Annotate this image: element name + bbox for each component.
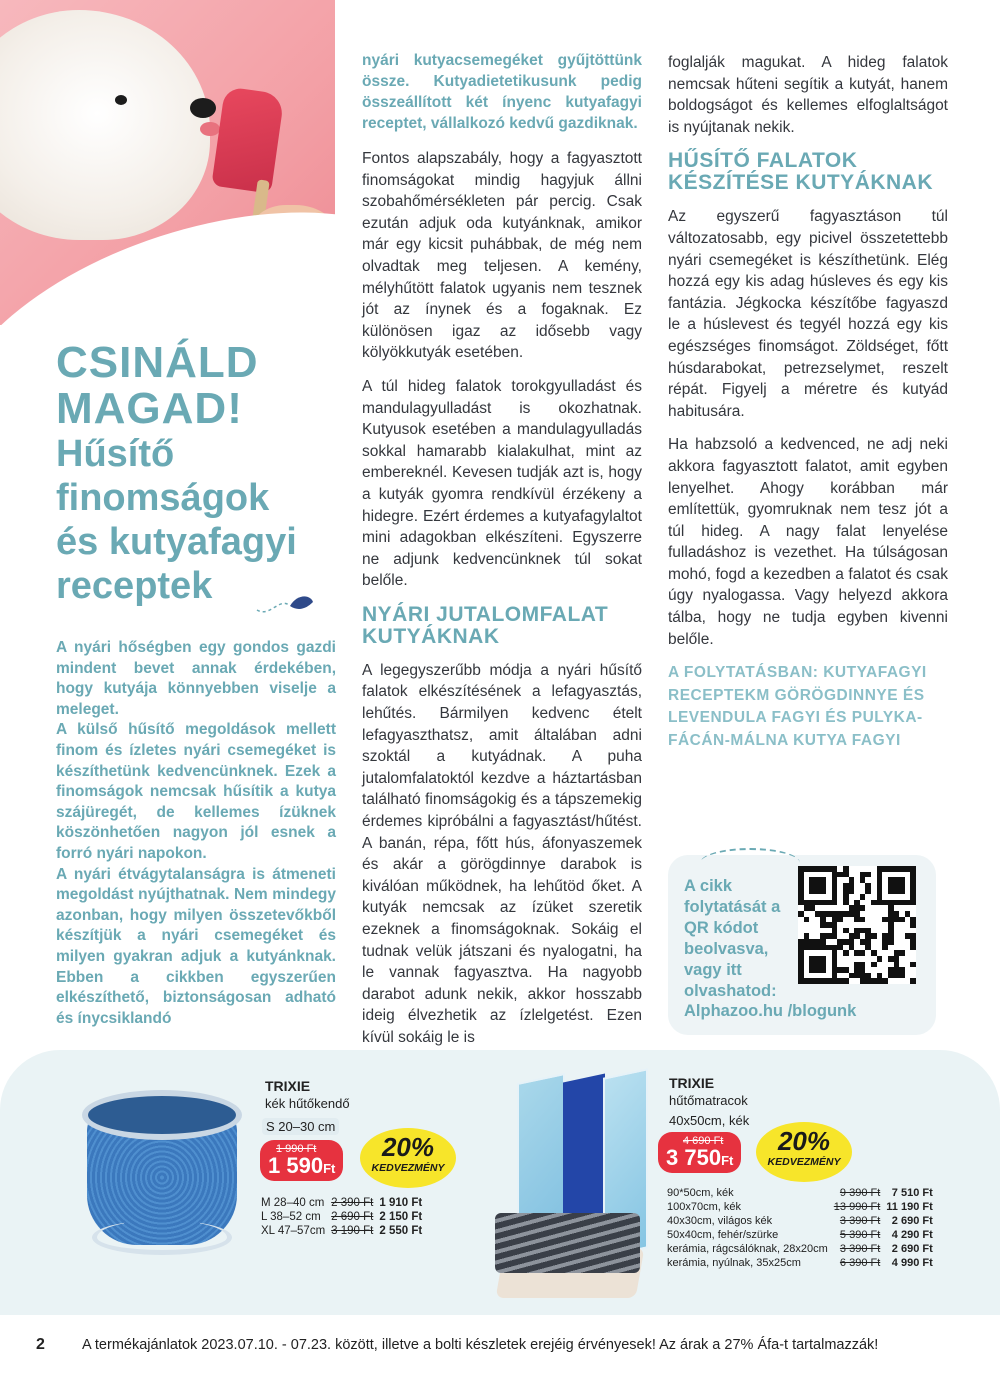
variant-row [664,1186,936,1200]
variant-row [664,1200,936,1214]
dog-tongue [200,122,220,136]
price-currency: Ft [323,1161,336,1176]
mat-grey-stripe [495,1213,640,1273]
variant-old-price: 3 390 Ft [839,1215,881,1227]
cooling-mats-image [495,1068,655,1308]
price-value: 1 590 [268,1153,324,1178]
variant-new-price: 1 910 Ft [379,1197,423,1209]
variant-new-price: 4 990 Ft [891,1257,933,1269]
qr-code[interactable] [798,866,916,984]
variant-size: 100x70cm, kék [667,1201,741,1213]
body-paragraph: Az egyszerű fagyasztáson túl változatosabb, egy picivel összetettebb nyári csemegéket is készíthetünk. Elég hozzá egy kis adag húsleves és egy kis fantázia. Jégkocka készítőbe fagyaszd le a húslevest és tegyél hozzá egy kis egészséges finomságot. Zöldséget, főtt húsdarabokat, petrezselymet, reszelt répát. Figyelj a méretre és kutyád habitusára. [668,208,948,420]
discount-label: KEDVEZMÉNY [767,1156,841,1168]
hero-photo [0,0,335,325]
discount-percent: 20% [381,1132,435,1162]
discount-percent: 20% [777,1126,831,1156]
variant-size: kerámia, rágcsálóknak, 28x20cm [667,1243,828,1255]
variant-row [664,1228,936,1242]
price-currency: Ft [721,1153,734,1168]
variant-size: L 38–52 cm [261,1211,321,1223]
headline-line: MAGAD! [56,384,243,433]
variant-size: 90*50cm, kék [667,1187,734,1199]
variant-row [258,1196,425,1210]
variant-price-table [258,1196,425,1238]
headline-line: receptek [56,565,213,607]
variant-size: 50x40cm, fehér/szürke [667,1229,779,1241]
product-size: S 20–30 cm [262,1118,339,1135]
variant-row [258,1210,425,1224]
continuation-note: A FOLYTATÁSBAN: KUTYAFAGYI RECEPTEKM GÖRÖGDINNYE ÉS LEVENDULA FAGYI ÉS PULYKA-FÁCÁN-MÁLNA KUTYA FAGYI [668,664,927,749]
variant-old-price: 5 390 Ft [839,1229,881,1241]
qr-module [910,978,916,984]
product-name: hűtőmatracok [669,1093,748,1108]
dog-nose [190,98,216,118]
variant-size: M 28–40 cm [261,1197,325,1209]
variant-price-table [664,1186,936,1270]
variant-old-price: 2 390 Ft [331,1197,374,1209]
variant-new-price: 2 550 Ft [379,1225,423,1237]
blog-link[interactable]: Alphazoo.hu /blogunk [684,1002,857,1020]
product-brand: TRIXIE [265,1078,311,1094]
article-column-2 [362,50,642,1061]
variant-new-price: 2 690 Ft [891,1215,933,1227]
variant-size: XL 47–57cm [261,1225,326,1237]
legal-footer: A termékajánlatok 2023.07.10. - 07.23. között, illetve a bolti készletek erejéig érvényesek! Az árak a 27% Áfa-t tartalmazzák! [82,1337,879,1353]
variant-new-price: 4 290 Ft [891,1229,933,1241]
intro-paragraph: nyári kutyacsemegéket gyűjtöttünk össze. Kutyadietetikusunk pedig összeállított két ínyenc kutyafagyi receptet, vállalkozó kedvű gazdiknak. [362,52,642,132]
lead-paragraph: A nyári étvágytalanságra is átmeneti megoldást nyújthatnak. Nem mindegy azonban, hogy milyen összetevőkből készítjük a nyári csemegéket és milyen gyakran adjuk a kutyánknak. Ebben a cikkben egyszerűen elkészíthető, biztonságosan adható és ínycsiklandó [56,865,336,1027]
variant-old-price: 3 390 Ft [839,1243,881,1255]
dog-eye [115,95,127,105]
headline-line: CSINÁLD [56,338,259,387]
variant-row [664,1256,936,1270]
headline-line: Hűsítő [56,433,175,475]
article-headline [56,340,346,608]
headline-line: és kutyafagyi [56,521,297,563]
price-value: 3 750 [666,1145,722,1170]
old-price: 1 990 Ft [276,1143,317,1155]
body-paragraph: A legegyszerűbb módja a nyári hűsítő falatok elkészítésének a lefagyasztás, lehűtés. Bármilyen kedvenc ételt lefagyaszthatsz, amit általában adni szoktál a kutyádnak. A puha jutalomfalatoktól kezdve a háztartásban található finomságokig és a tápszemekig érdemes kipróbálni a fagyasztást/hűtést. A banán, répa, főtt hús, áfonyaszemek és akár a görögdinnye darabok is kiválóan működnek, ha lehűtöd őket. A kutyák nemcsak az ízüket szeretik ezeknek a finomságoknak. Sokáig el tudnak velük játszani és nyalogatni, ha le vannak fagyasztva. Ha nagyobb darabot adunk nekik, akkor hosszabb ideig élvezhetik az ízlelgetést. Ezen kívül sokáig le is [362,661,642,1046]
variant-row [664,1242,936,1256]
discount-badge [360,1128,456,1188]
body-paragraph: Fontos alapszabály, hogy a fagyasztott finomságokat mindig hagyjuk állni szobahőmérsékleten pár percig. Csak ezután adjuk oda kutyánknak, amikor már egy kicsit puhábbak, de még nem olvadtak meg teljesen. A kemény, mélyhűtött falatok ugyanis nem tesznek jót az ínynek és a fogaknak. Ez különösen igaz az idősebb vagy kölyökkutyák esetében. [362,150,642,362]
body-paragraph: foglalják magukat. A hideg falatok nemcsak hűteni segítik a kutyát, hanem boldogságot és kellemes elfoglaltságot is nyújtanak nekik. [668,54,948,136]
article-column-3 [668,52,948,752]
lead-paragraph: A külső hűsítő megoldások mellett finom és ízletes nyári csemegéket is készíthetünk kedvencünknek. Ezek a finomságok nemcsak hűsítik a kutya szájüregét, de kellemes ízüknek köszönhetően nagyon jól esnek a forró nyári napokon. [56,721,336,862]
product-size: 40x50cm, kék [669,1113,750,1128]
headline-line: finomságok [56,477,270,519]
variant-new-price: 2 690 Ft [891,1243,933,1255]
variant-new-price: 2 150 Ft [379,1211,423,1223]
body-paragraph: A túl hideg falatok torokgyulladást és mandulagyulladást is okozhatnak. Kutyusok esetében a mandulagyulladás sokkal hamarabb kialakulhat, mint az embereknél. Kevesen tudják azt is, hogy a kutyák gyomra rendkívül érzékeny a hidegre. Ezért érdemes a kutyafagylaltot mini adagokban elkészíteni. Egyszerre ne adjunk kedvencünknek túl sokat belőle. [362,377,642,590]
variant-size: 40x30cm, világos kék [667,1215,773,1227]
variant-new-price: 7 510 Ft [891,1187,933,1199]
bandana-rim [82,1090,242,1140]
variant-old-price: 9 390 Ft [839,1187,881,1199]
product-name: kék hűtőkendő [265,1096,350,1111]
cooling-bandana-image [82,1085,242,1255]
variant-old-price: 3 190 Ft [331,1225,374,1237]
section-heading: HŰSÍTŐ FALATOK KÉSZÍTÉSE KUTYÁKNAK [668,149,934,195]
page-number: 2 [36,1336,45,1353]
variant-new-price: 11 190 Ft [886,1201,933,1213]
variant-row [258,1224,425,1238]
variant-old-price: 2 690 Ft [331,1211,374,1223]
old-price: 4 690 Ft [683,1135,724,1147]
lead-paragraph: A nyári hőségben egy gondos gazdi mindent bevet annak érdekében, hogy kutyája könnyebben viselje a meleget. [56,639,336,718]
article-lead [56,638,336,1029]
feather-icon [255,588,315,618]
product-brand: TRIXIE [669,1075,715,1091]
discount-badge [756,1122,852,1182]
body-paragraph: Ha habzsoló a kedvenced, ne adj neki akkora fagyasztott falatot, amit egyben lenyelhet. Ahogy korábban már említettük, gyomruknak nem tesz jót a túl hideg. A nagy falat lenyelése fulladáshoz is vezethet. Ha túlságosan mohó, fogd a kezedben a falatot és csak úgy nyalogassa. Vagy helyezd akkora tálba, hogy ne tudja egyben kivenni belőle. [668,436,948,648]
dashed-arrow [700,848,800,878]
variant-old-price: 13 990 Ft [833,1201,881,1213]
bandana-trim [92,1220,232,1255]
discount-label: KEDVEZMÉNY [371,1162,445,1174]
section-heading: NYÁRI JUTALOMFALAT KUTYÁKNAK [362,602,609,648]
variant-old-price: 6 390 Ft [839,1257,881,1269]
variant-row [664,1214,936,1228]
qr-callout-text: A cikk folytatását a QR kódot beolvasva, vagy itt olvashatod: [684,877,781,1000]
variant-size: kerámia, nyúlnak, 35x25cm [667,1257,801,1269]
